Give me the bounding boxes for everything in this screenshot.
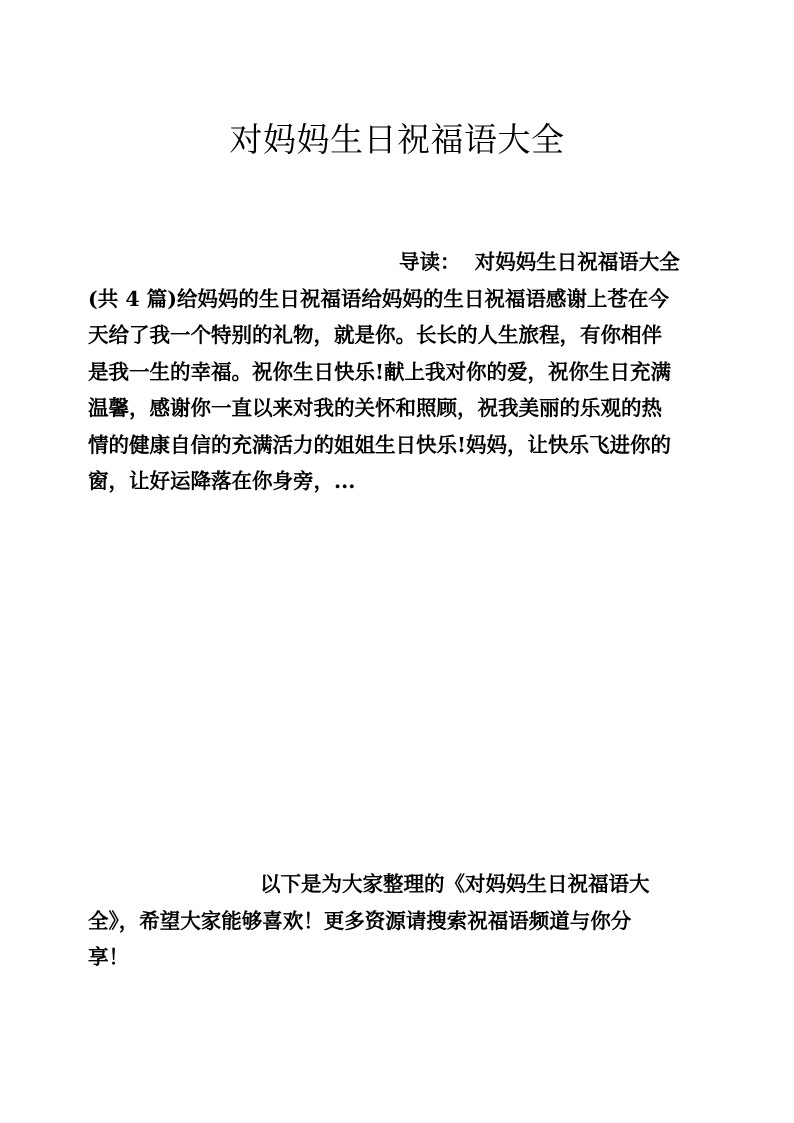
lead-paragraph-line: 天给了我一个特别的礼物，就是你。长长的人生旅程，有你相伴 <box>88 323 662 347</box>
lead-paragraph-line: (共 4 篇)给妈妈的生日祝福语给妈妈的生日祝福语感谢上苍在今 <box>88 286 669 311</box>
closing-paragraph-line: 享！ <box>88 945 129 969</box>
closing-paragraph-line: 全》，希望大家能够喜欢！更多资源请搜索祝福语频道与你分 <box>88 908 632 933</box>
lead-paragraph-line: 窗，让好运降落在你身旁，... <box>88 469 356 493</box>
lead-paragraph <box>88 244 708 500</box>
lead-paragraph-line: 导读： 对妈妈生日祝福语大全 <box>399 250 680 274</box>
lead-paragraph-line: 温馨，感谢你一直以来对我的关怀和照顾，祝我美丽的乐观的热 <box>88 396 662 420</box>
closing-paragraph-line: 以下是为大家整理的《对妈妈生日祝福语大 <box>260 872 650 896</box>
closing-paragraph <box>88 866 708 976</box>
lead-paragraph-line: 情的健康自信的充满活力的姐姐生日快乐!妈妈，让快乐飞进你的 <box>88 432 671 457</box>
lead-paragraph-line: 是我一生的幸福。祝你生日快乐!献上我对你的爱，祝你生日充满 <box>88 359 671 384</box>
page-title: 对妈妈生日祝福语大全 <box>229 120 565 160</box>
